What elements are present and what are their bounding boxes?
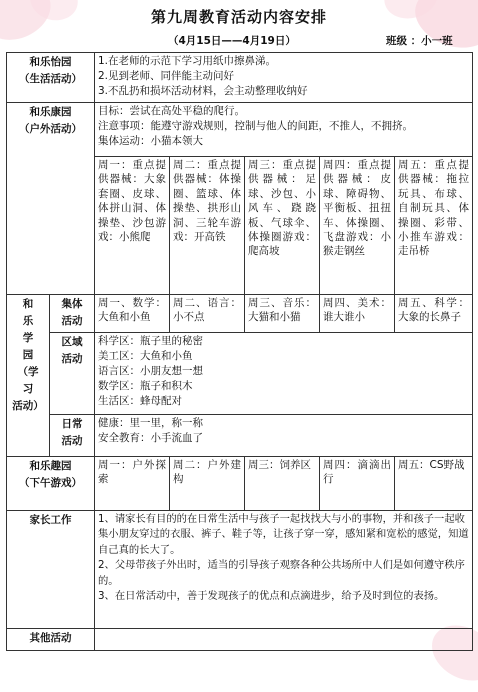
class-info: 班级 ：小一班: [386, 35, 453, 47]
learning-area-row: [7, 333, 473, 415]
game-day-tue: 周二：户外建构: [170, 457, 245, 511]
group-day-fri: 周五、科学：大象的长鼻子: [395, 295, 473, 333]
list-item: 1.在老师的示范下学习用纸巾擦鼻涕。: [98, 55, 277, 67]
subtitle-row: [0, 33, 478, 49]
list-item: 3.不乱扔和损坏活动材料，会主动整理收纳好: [98, 85, 308, 97]
list-item: 数学区：瓶子和积木: [98, 380, 193, 392]
learning-daily-row: [7, 415, 473, 457]
date-range: （4月15日——4月19日）: [168, 35, 296, 47]
outdoor-day-wed: 周三：重点提供器械：足球、沙包、小风车、跷跷板、气球伞、体操圈游戏：爬高坡: [245, 157, 320, 295]
group-activity-label: 集体 活动: [50, 295, 95, 333]
outdoor-label: 和乐康园 （户外活动）: [7, 103, 95, 295]
life-content: [95, 53, 473, 103]
parents-row: [7, 511, 473, 629]
list-item: 健康：里一里，称一称: [98, 417, 203, 429]
list-item: 3、在日常活动中，善于发现孩子的优点和点滴进步，给予及时到位的表扬。: [98, 590, 445, 603]
game-day-thu: 周四：滴滴出行: [320, 457, 395, 511]
outdoor-day-tue: 周二：重点提供器械：体操圈、篮球、体操垫、拱形山洞、三轮车游戏：开高铁: [170, 157, 245, 295]
outdoor-day-mon: 周一：重点提供器械：大象套圈、皮球、体拼山洞、体操垫、沙包游戏：小熊爬: [95, 157, 170, 295]
outdoor-group: 集体运动：小猫本领大: [98, 135, 203, 147]
other-label: 其他活动: [7, 629, 95, 651]
game-day-fri: 周五：CS野战: [395, 457, 473, 511]
list-item: 1、请家长有目的的在日常生活中与孩子一起找找大与小的事物，并和孩子一起收集小朋友穿过的衣服、裤子、鞋子等，让孩子穿一穿，感知紧和宽松的感觉，知道自己真的长大了。: [98, 513, 469, 556]
game-label: 和乐趣园 （下午游戏）: [7, 457, 95, 511]
list-item: 美工区：大鱼和小鱼: [98, 350, 193, 362]
group-day-tue: 周二、语言：小不点: [170, 295, 245, 333]
outdoor-info: [95, 103, 473, 157]
parents-content: [95, 511, 473, 629]
game-row: [7, 457, 473, 511]
outdoor-notice: 注意事项：能遵守游戏规则，控制与他人的间距，不推人，不拥挤。: [98, 120, 413, 132]
list-item: 2、父母带孩子外出时，适当的引导孩子观察各种公共场所中人们是如何遵守秩序的。: [98, 559, 465, 587]
group-day-wed: 周三、音乐：大猫和小猫: [245, 295, 320, 333]
list-item: 安全教育：小手流血了: [98, 432, 203, 444]
outdoor-goal: 目标：尝试在高处平稳的爬行。: [98, 105, 245, 117]
daily-content: [95, 415, 473, 457]
learning-label: 和 乐 学 园 （学 习 活动）: [7, 295, 50, 457]
outdoor-info-row: [7, 103, 473, 157]
life-label: 和乐怡园 （生活活动）: [7, 53, 95, 103]
area-content: [95, 333, 473, 415]
life-row: [7, 53, 473, 103]
other-row: [7, 629, 473, 651]
list-item: 语言区：小朋友想一想: [98, 365, 203, 377]
parents-label: 家长工作: [7, 511, 95, 629]
learning-group-row: [7, 295, 473, 333]
schedule-table: [6, 52, 473, 651]
list-item: 生活区：蜂母配对: [98, 395, 182, 407]
page-title: 第九周教育活动内容安排: [150, 8, 327, 26]
list-item: 2.见到老师、同伴能主动问好: [98, 70, 235, 82]
group-day-thu: 周四、美术：谁大谁小: [320, 295, 395, 333]
group-day-mon: 周一、数学：大鱼和小鱼: [95, 295, 170, 333]
game-day-wed: 周三：饲养区: [245, 457, 320, 511]
game-day-mon: 周一：户外探索: [95, 457, 170, 511]
list-item: 科学区：瓶子里的秘密: [98, 335, 203, 347]
outdoor-day-thu: 周四：重点提供器械：皮球、障碍物、平衡板、扭扭车、体操圈、飞盘游戏：小猴走钢丝: [320, 157, 395, 295]
area-activity-label: 区域 活动: [50, 333, 95, 415]
other-content: [95, 629, 473, 651]
outdoor-day-fri: 周五：重点提供器械：拖拉玩具、布球、自制玩具、体操圈、彩带、小推车游戏：走吊桥: [395, 157, 473, 295]
daily-activity-label: 日常 活动: [50, 415, 95, 457]
